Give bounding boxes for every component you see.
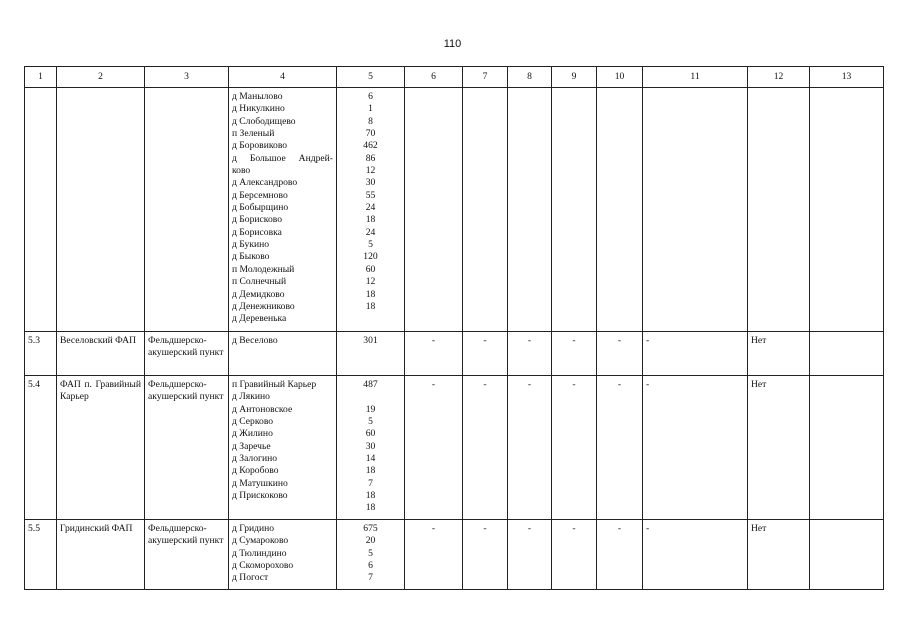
settlement-name: д Жилино (232, 428, 273, 440)
facility-type: Фельдшерско-акушерский пункт (145, 332, 229, 376)
population-value: 18 (365, 465, 376, 477)
column-12-value (748, 88, 810, 332)
settlement-name (232, 502, 333, 514)
population-value: 86 (365, 152, 376, 164)
settlement-name: д Демидково (232, 288, 285, 300)
settlement-name: д Берсемново (232, 189, 288, 201)
population-value: 5 (368, 239, 373, 251)
population-value: 18 (365, 300, 376, 312)
settlement-name: д Бобырщино (232, 202, 289, 214)
settlement-list (229, 520, 337, 590)
settlement-name: д Деревенька (232, 313, 287, 325)
population-value: 18 (365, 214, 376, 226)
column-header: 13 (810, 67, 884, 88)
population-list (337, 332, 405, 376)
table-row (25, 88, 884, 332)
population-list (337, 88, 405, 332)
population-value: 30 (365, 177, 376, 189)
settlement-name: д Антоновское (232, 403, 293, 415)
population-value: 5 (368, 416, 373, 428)
population-value: 120 (363, 251, 378, 263)
facility-name: Гридинский ФАП (57, 520, 145, 590)
settlement-name: д Быково (232, 251, 270, 263)
population-value: 24 (365, 226, 376, 238)
row-number: 5.3 (25, 332, 57, 376)
population-value: 1 (368, 103, 373, 115)
settlement-list (229, 376, 337, 520)
row-number: 5.5 (25, 520, 57, 590)
settlement-name: д Гридино (232, 523, 275, 534)
column-header: 8 (508, 67, 552, 88)
population-value: 5 (368, 547, 373, 559)
column-header: 3 (145, 67, 229, 88)
population-value: 7 (368, 477, 373, 489)
column-6-value: - (405, 376, 463, 520)
settlement-name: п Молодежный (232, 263, 295, 275)
settlement-name: д Никулкино (232, 103, 285, 115)
column-6-value: - (405, 520, 463, 590)
population-value: 487 (363, 379, 378, 390)
settlement-name: д Залогино (232, 453, 278, 465)
column-7-value: - (463, 520, 508, 590)
settlement-name: д Серково (232, 416, 274, 428)
population-value (340, 313, 401, 325)
table-row (25, 376, 884, 520)
column-header: 9 (552, 67, 597, 88)
facility-type (145, 88, 229, 332)
settlement-name: д Матушкино (232, 477, 288, 489)
facility-type: Фельдшерско-акушерский пункт (145, 376, 229, 520)
settlement-name: д Веселово (232, 335, 278, 346)
column-header: 6 (405, 67, 463, 88)
column-13-value (810, 332, 884, 376)
column-10-value: - (597, 332, 643, 376)
table-row (25, 332, 884, 376)
population-value: 462 (363, 140, 378, 152)
column-10-value (597, 88, 643, 332)
settlement-name: д Борисовка (232, 226, 282, 238)
page-number: 110 (443, 38, 462, 50)
population-value: 60 (365, 428, 376, 440)
facility-name (57, 88, 145, 332)
column-header: 10 (597, 67, 643, 88)
settlement-name: д Денежниково (232, 300, 295, 312)
column-header: 5 (337, 67, 405, 88)
column-header: 7 (463, 67, 508, 88)
population-value: 60 (365, 263, 376, 275)
population-value: 70 (365, 128, 376, 140)
population-value: 18 (365, 502, 376, 514)
settlement-name: д Коробово (232, 465, 279, 477)
column-number-row (25, 67, 884, 88)
settlement-name: п Солнечный (232, 276, 287, 288)
column-8-value: - (508, 376, 552, 520)
population-value: 6 (368, 560, 373, 572)
population-value: 55 (365, 189, 376, 201)
column-9-value: - (552, 376, 597, 520)
column-header: 4 (229, 67, 337, 88)
settlement-name: д Букино (232, 239, 270, 251)
column-8-value: - (508, 332, 552, 376)
population-value: 18 (365, 490, 376, 502)
settlement-name: п Зеленый (232, 128, 275, 140)
column-header: 12 (748, 67, 810, 88)
population-value: 675 (363, 523, 378, 534)
column-12-value: Нет (748, 332, 810, 376)
population-value: 24 (365, 202, 376, 214)
facility-name: Веселовский ФАП (57, 332, 145, 376)
column-6-value: - (405, 332, 463, 376)
column-11-value (643, 88, 748, 332)
settlement-name: д Заречье (232, 440, 271, 452)
facility-type: Фельдшерско-акушерский пункт (145, 520, 229, 590)
column-12-value: Нет (748, 520, 810, 590)
settlement-name: д Лякино (232, 391, 270, 403)
column-13-value (810, 376, 884, 520)
population-value: 12 (365, 276, 376, 288)
column-13-value (810, 88, 884, 332)
population-value: 7 (368, 572, 373, 584)
column-8-value: - (508, 520, 552, 590)
column-header: 11 (643, 67, 748, 88)
population-value: 8 (368, 115, 373, 127)
settlement-name: д Скоморохово (232, 560, 294, 572)
column-8-value (508, 88, 552, 332)
column-9-value: - (552, 520, 597, 590)
column-9-value (552, 88, 597, 332)
settlement-list (229, 332, 337, 376)
column-12-value: Нет (748, 376, 810, 520)
row-number (25, 88, 57, 332)
population-value: 6 (368, 91, 373, 102)
settlement-name: д Прискоково (232, 490, 288, 502)
population-value (340, 391, 401, 403)
population-value: 14 (365, 453, 376, 465)
settlement-name: д Боровиково (232, 140, 288, 152)
population-value: 19 (365, 403, 376, 415)
column-11-value: - (643, 520, 748, 590)
settlement-list (229, 88, 337, 332)
population-value: 20 (365, 535, 376, 547)
population-list (337, 520, 405, 590)
population-value: 301 (363, 335, 378, 346)
column-10-value: - (597, 376, 643, 520)
column-header: 1 (25, 67, 57, 88)
settlement-name: п Гравийный Карьер (232, 379, 317, 390)
population-value: 18 (365, 288, 376, 300)
population-list (337, 376, 405, 520)
facility-name: ФАП п. Гравийный Карьер (57, 376, 145, 520)
population-value: 12 (365, 165, 376, 177)
column-header: 2 (57, 67, 145, 88)
row-number: 5.4 (25, 376, 57, 520)
settlement-name: д Слободищево (232, 115, 296, 127)
column-6-value (405, 88, 463, 332)
population-value: 30 (365, 440, 376, 452)
column-9-value: - (552, 332, 597, 376)
settlement-name: д Манылово (232, 91, 283, 102)
settlement-name: д Сумароково (232, 535, 289, 547)
settlement-name: д Погост (232, 572, 269, 584)
settlement-name: д Борисково (232, 214, 283, 226)
column-11-value: - (643, 332, 748, 376)
column-7-value (463, 88, 508, 332)
column-10-value: - (597, 520, 643, 590)
facilities-table (24, 66, 884, 590)
settlement-name: д Тюлиндино (232, 547, 287, 559)
column-7-value: - (463, 376, 508, 520)
settlement-name: д Александрово (232, 177, 298, 189)
column-13-value (810, 520, 884, 590)
settlement-name: д Большое Андрей- (232, 152, 333, 164)
column-7-value: - (463, 332, 508, 376)
table-row (25, 520, 884, 590)
settlement-name: ково (232, 165, 251, 177)
column-11-value: - (643, 376, 748, 520)
